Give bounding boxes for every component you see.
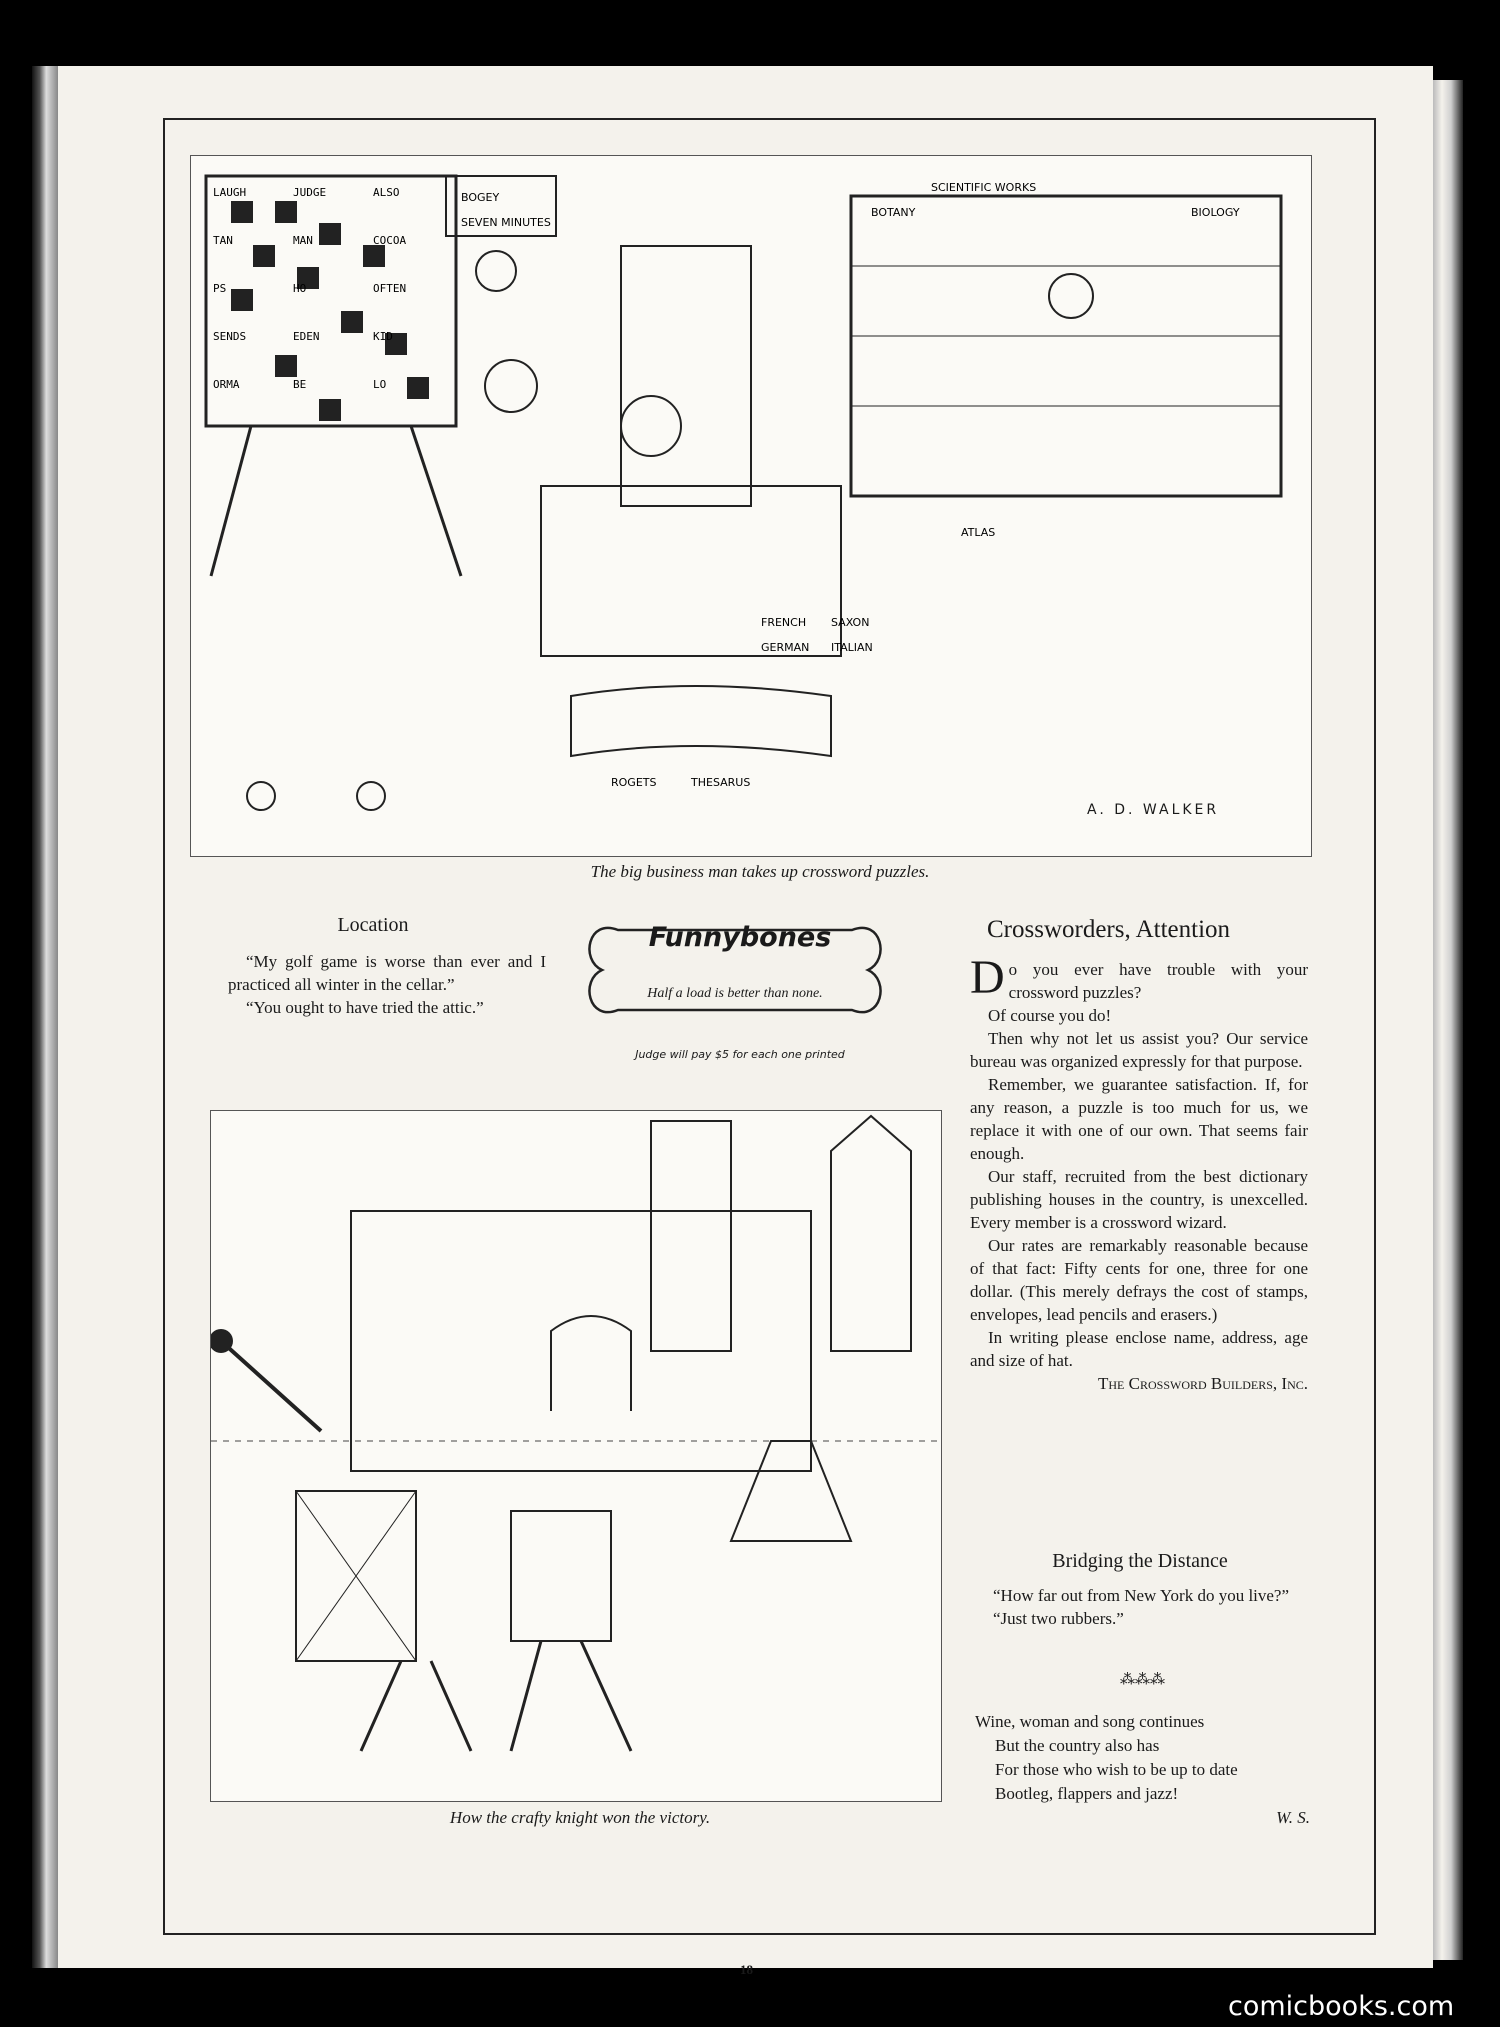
- crossword-grid-word: JUDGE: [293, 186, 327, 199]
- crossworders-para: Our staff, recruited from the best dictionary publishing houses in the country, is unexcelled. Every member is a crossword wizard.: [970, 1167, 1308, 1232]
- poem-line: Wine, woman and song continues: [975, 1712, 1205, 1731]
- funnybones-line: Half a load is better than none.: [647, 986, 823, 1001]
- cartoon-label: FRENCH: [761, 616, 807, 629]
- crossword-grid-word: BE: [293, 378, 307, 391]
- crossworders-title: Crossworders, Attention: [987, 916, 1231, 943]
- crossword-grid-word: LO: [373, 378, 387, 391]
- bridging-title: Bridging the Distance: [1052, 1550, 1228, 1572]
- cartoon-label: SCIENTIFIC WORKS: [931, 181, 1037, 194]
- crossword-grid-word: MAN: [293, 234, 313, 247]
- funnybones-title: Funnybones: [648, 922, 832, 953]
- bridging-text: [975, 1584, 1313, 1630]
- crossword-grid-word: KID: [373, 330, 393, 343]
- poem: [975, 1710, 1310, 1830]
- crossword-grid-word: OFTEN: [373, 282, 407, 295]
- page-number: 18: [740, 1962, 753, 1977]
- funnybones-box: [580, 910, 890, 1070]
- section-stars: ⁂⁂⁂: [1120, 1672, 1165, 1688]
- crossworders-para: In writing please enclose name, address, age and size of hat.: [970, 1328, 1308, 1370]
- cartoon-label: GERMAN: [761, 641, 810, 654]
- crossword-grid-word: COCOA: [373, 234, 407, 247]
- cartoon-label: SAXON: [831, 616, 870, 629]
- cartoon-signature: A. D. WALKER: [1087, 802, 1220, 818]
- cartoon-label: ATLAS: [961, 526, 996, 539]
- location-title: Location: [337, 914, 409, 936]
- crossword-grid-word: HO: [293, 282, 307, 295]
- cartoon-label: SEVEN MINUTES: [461, 216, 551, 229]
- cartoon-label: ROGETS: [611, 776, 657, 789]
- cartoon-label: ITALIAN: [831, 641, 873, 654]
- bridging-line: “How far out from New York do you live?”: [993, 1586, 1290, 1605]
- bottom-cartoon: [210, 1110, 942, 1802]
- cartoon-label: BOGEY: [461, 191, 500, 204]
- funnybones-note: Judge will pay $5 for each one printed: [635, 1048, 845, 1061]
- crossworders-para: Remember, we guarantee satisfaction. If, for any reason, a puzzle is too much for us, we replace it with one of our own. That seems fair enough.: [970, 1075, 1308, 1163]
- bridging-line: “Just two rubbers.”: [993, 1609, 1124, 1628]
- top-cartoon: [190, 155, 1312, 857]
- poem-author: W. S.: [1276, 1808, 1310, 1827]
- crossword-grid-word: LAUGH: [213, 186, 247, 199]
- cartoon-label: BIOLOGY: [1191, 206, 1240, 219]
- crossword-grid-word: EDEN: [293, 330, 320, 343]
- cartoon-label: BOTANY: [871, 206, 916, 219]
- crossworders-para: Then why not let us assist you? Our service bureau was organized expressly for that purpose.: [970, 1029, 1308, 1071]
- crossworders-para: Our rates are remarkably reasonable because of that fact: Fifty cents for one, three for one dollar. (This merely defrays the cost of stamps, envelopes, lead pencils and erasers.): [970, 1236, 1308, 1324]
- page-edge: [1433, 80, 1463, 1960]
- location-line: “My golf game is worse than ever and I practiced all winter in the cellar.”: [228, 952, 546, 994]
- book-binding: [32, 66, 58, 1968]
- crossworders-para: Of course you do!: [988, 1006, 1112, 1025]
- bottom-cartoon-caption: How the crafty knight won the victory.: [449, 1808, 711, 1827]
- crossworders-text: [970, 951, 1308, 1395]
- dropcap: D: [970, 951, 1005, 1004]
- crossword-grid-word: PS: [213, 282, 227, 295]
- poem-line: Bootleg, flappers and jazz!: [995, 1784, 1179, 1803]
- location-line: “You ought to have tried the attic.”: [246, 998, 484, 1017]
- crossword-grid-word: TAN: [213, 234, 233, 247]
- crossword-grid-word: ORMA: [213, 378, 240, 391]
- crossworders-signoff: The Crossword Builders, Inc.: [1098, 1374, 1308, 1393]
- poem-line: For those who wish to be up to date: [995, 1760, 1238, 1779]
- cartoon-label: THESARUS: [691, 776, 751, 789]
- crossword-grid-word: ALSO: [373, 186, 400, 199]
- location-text: [228, 950, 546, 1019]
- site-watermark: comicbooks.com: [1228, 1991, 1455, 2022]
- crossword-grid-word: SENDS: [213, 330, 247, 343]
- top-cartoon-caption: The big business man takes up crossword puzzles.: [590, 862, 930, 881]
- crossworders-first-para: Do you ever have trouble with your crossword puzzles?: [970, 951, 1308, 1004]
- poem-line: But the country also has: [995, 1736, 1160, 1755]
